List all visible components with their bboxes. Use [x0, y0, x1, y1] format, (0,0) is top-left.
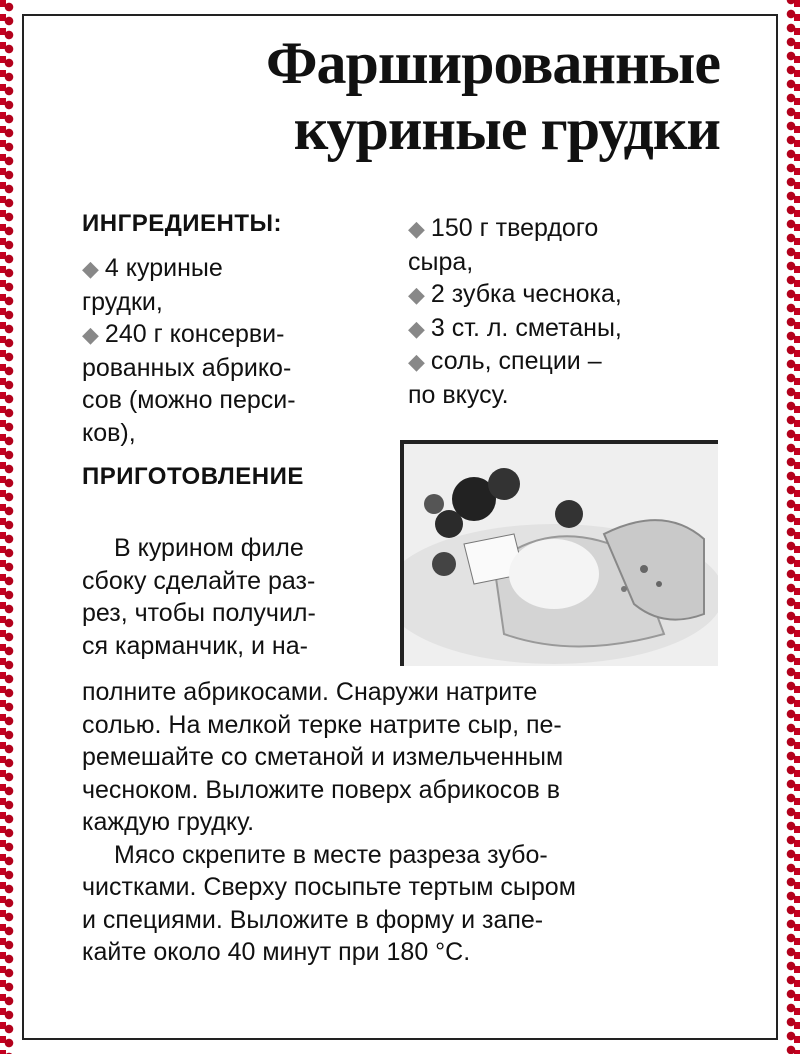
diamond-bullet-icon: ◆ [408, 349, 425, 374]
diamond-bullet-icon: ◆ [408, 216, 425, 241]
prep-line: Мясо скрепите в месте разреза зубо- [114, 840, 548, 869]
ingredient-text: 150 г твердого [430, 214, 599, 242]
preparation-wide-text [82, 676, 718, 969]
diamond-bullet-icon: ◆ [82, 322, 99, 347]
dish-photo [400, 440, 718, 666]
ingredient-text: рованных абрико- [82, 353, 292, 382]
title-line-2: куриные грудки [293, 96, 720, 162]
prep-line: рез, чтобы получил- [82, 599, 316, 627]
prep-line: ся карманчик, и на- [82, 631, 308, 660]
prep-line: кайте около 40 минут при 180 °С. [82, 938, 471, 966]
recipe-title [60, 30, 720, 162]
ingredient-item [408, 278, 728, 312]
ingredient-text: соль, специи – [430, 347, 602, 375]
ingredients-left-column [82, 210, 382, 491]
ingredient-item [408, 212, 728, 278]
diamond-bullet-icon: ◆ [408, 282, 425, 307]
diamond-bullet-icon: ◆ [82, 256, 99, 281]
ingredients-right-column [408, 212, 728, 411]
ingredient-item [82, 252, 382, 318]
ingredient-text: ков), [82, 418, 136, 447]
diamond-bullet-icon: ◆ [408, 315, 425, 341]
left-ornament-border [0, 0, 18, 1054]
prep-line: чистками. Сверху посыпьте тертым сыром [82, 873, 576, 901]
prep-line: каждую грудку. [82, 808, 255, 836]
ingredient-text: сыра, [408, 247, 474, 276]
prep-line: солью. На мелкой терке натрите сыр, пе- [82, 710, 562, 739]
preparation-heading: ПРИГОТОВЛЕНИЕ [82, 463, 304, 490]
prep-line: ремешайте со сметаной и измельченным [82, 743, 564, 771]
prep-line: сбоку сделайте раз- [82, 566, 316, 595]
ingredient-item [408, 312, 728, 346]
ingredient-text: грудки, [82, 287, 163, 316]
dish-photo-illustration [404, 444, 718, 666]
ingredient-item [408, 345, 728, 411]
prep-line: чесноком. Выложите поверх абрикосов в [82, 775, 561, 804]
title-line-1: Фаршированные [265, 30, 720, 96]
ingredients-heading: ИНГРЕДИЕНТЫ: [82, 210, 283, 237]
right-ornament-border [782, 0, 800, 1054]
ingredient-item [82, 318, 382, 449]
prep-line: В курином филе [114, 534, 304, 562]
prep-line: полните абрикосами. Снаружи натрите [82, 678, 538, 706]
ingredient-text: 4 куриные [104, 254, 223, 282]
ingredient-text: по вкусу. [408, 380, 509, 409]
ingredient-text: сов (можно перси- [82, 386, 296, 414]
prep-line: и специями. Выложите в форму и запе- [82, 905, 544, 934]
preparation-narrow-text [82, 532, 387, 662]
ingredient-text: 2 зубка чеснока, [430, 280, 622, 308]
ingredient-text: 240 г консерви- [104, 320, 285, 348]
ingredient-text: 3 ст. л. сметаны, [430, 313, 622, 342]
